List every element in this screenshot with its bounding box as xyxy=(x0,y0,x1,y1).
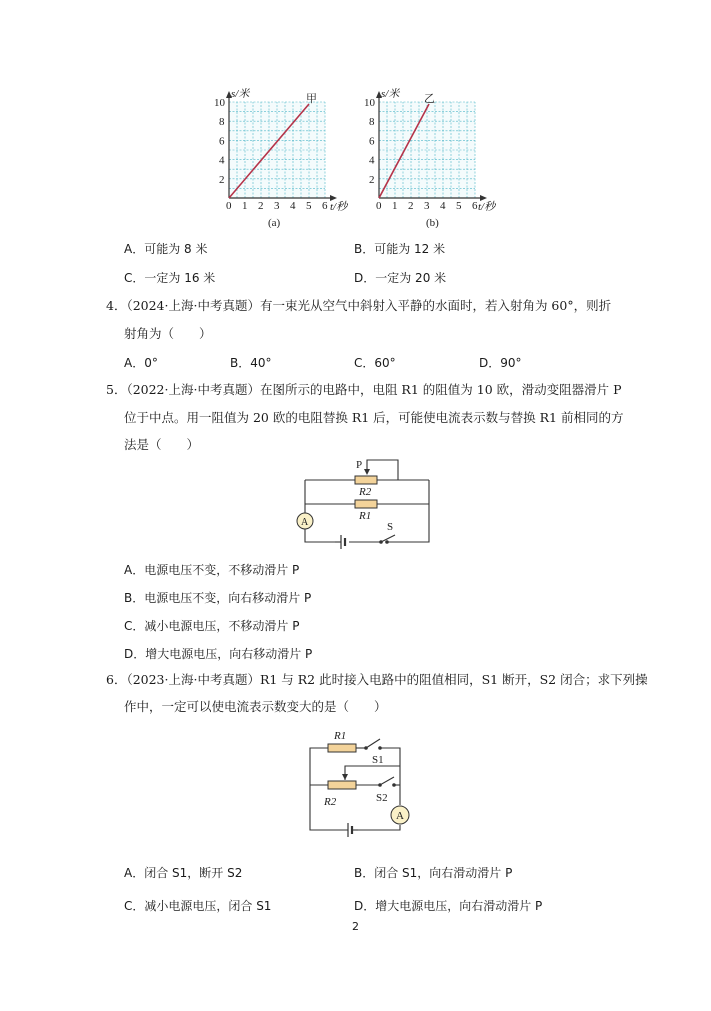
q5-stem-line3: 法是（ ） xyxy=(124,437,200,452)
y-tick-label: 6 xyxy=(219,135,225,148)
q3-option-d[interactable]: D．一定为 20 米 xyxy=(354,271,447,285)
q5-circuit-diagram xyxy=(295,455,445,550)
y-tick-label: 10 xyxy=(364,97,375,109)
x-tick-label: 4 xyxy=(440,200,446,212)
x-tick-label: 5 xyxy=(306,200,312,212)
x-tick-label: 5 xyxy=(456,200,462,212)
q5-stem-line2: 位于中点。用一阻值为 20 欧的电阻替换 R1 后，可能使电流表示数与替换 R1 前相同的方 xyxy=(124,410,624,425)
q4-option-d[interactable]: D．90° xyxy=(479,356,522,370)
q4-option-b[interactable]: B．40° xyxy=(230,356,272,370)
q3-option-b[interactable]: B．可能为 12 米 xyxy=(354,242,446,256)
q6-option-a[interactable]: A．闭合 S1，断开 S2 xyxy=(124,866,243,880)
x-tick-label: 1 xyxy=(242,200,248,212)
q5-option-d[interactable]: D．增大电源电压，向右移动滑片 P xyxy=(124,647,313,661)
page-number: 2 xyxy=(352,920,359,933)
resistor-r1 xyxy=(355,500,377,508)
label-s: S xyxy=(387,521,394,533)
x-tick-label: 2 xyxy=(408,200,414,212)
q6-stem-line2: 作中，一定可以使电流表示数变大的是（ ） xyxy=(124,699,387,714)
label-s1: S1 xyxy=(372,754,384,766)
xlabel-a: t/秒 xyxy=(330,201,348,213)
y-tick-label: 4 xyxy=(219,154,225,167)
graph-b xyxy=(350,88,520,228)
rheostat-r2 xyxy=(355,476,377,484)
xlabel-b: t/秒 xyxy=(478,201,496,213)
y-tick-label: 2 xyxy=(369,173,375,186)
q4-stem-line2: 射角为（ ） xyxy=(124,326,212,341)
q4-stem-line1: 4．（2024·上海·中考真题）有一束光从空气中斜射入平静的水面时，若入射角为 60°，则折 xyxy=(106,298,612,313)
caption-b: (b) xyxy=(426,217,439,228)
x-tick-label: 1 xyxy=(392,200,398,212)
x-tick-label: 0 xyxy=(226,200,232,212)
q6-option-b[interactable]: B．闭合 S1，向右滑动滑片 P xyxy=(354,866,513,880)
q4-option-a[interactable]: A．0° xyxy=(124,356,158,370)
ylabel-b: s/米 xyxy=(381,88,400,100)
graph-a xyxy=(200,88,350,228)
q6-option-d[interactable]: D．增大电源电压，向右滑动滑片 P xyxy=(354,899,543,913)
ammeter-label: A xyxy=(396,810,404,822)
q6-stem-line1: 6．（2023·上海·中考真题）R1 与 R2 此时接入电路中的阻值相同，S1 断开，S2 闭合；求下列操 xyxy=(106,672,648,687)
y-tick-label: 2 xyxy=(219,173,225,186)
q6-circuit-diagram xyxy=(300,725,420,840)
x-tick-label: 2 xyxy=(258,200,264,212)
x-tick-label: 6 xyxy=(322,200,328,212)
series-label-b: 乙 xyxy=(424,93,435,105)
label-r1: R1 xyxy=(334,730,347,742)
rheostat-r2 xyxy=(328,781,356,789)
y-tick-label: 8 xyxy=(369,116,375,129)
q3-option-a[interactable]: A．可能为 8 米 xyxy=(124,242,208,256)
caption-a: (a) xyxy=(268,217,281,228)
y-tick-label: 8 xyxy=(219,116,225,129)
ylabel-a: s/米 xyxy=(231,88,250,100)
q5-option-c[interactable]: C．减小电源电压，不移动滑片 P xyxy=(124,619,300,633)
series-label-a: 甲 xyxy=(306,93,317,105)
q5-option-b[interactable]: B．电源电压不变，向右移动滑片 P xyxy=(124,591,312,605)
y-tick-label: 10 xyxy=(214,97,225,109)
label-r2: R2 xyxy=(359,486,372,498)
resistor-r1 xyxy=(328,744,356,752)
x-tick-label: 6 xyxy=(472,200,478,212)
label-s2: S2 xyxy=(376,792,388,804)
label-p: P xyxy=(356,459,363,471)
label-r2: R2 xyxy=(324,796,337,808)
q5-option-a[interactable]: A．电源电压不变，不移动滑片 P xyxy=(124,563,300,577)
q4-option-c[interactable]: C．60° xyxy=(354,356,396,370)
q3-option-c[interactable]: C．一定为 16 米 xyxy=(124,271,216,285)
y-tick-label: 4 xyxy=(369,154,375,167)
x-tick-label: 3 xyxy=(424,200,430,212)
q6-option-c[interactable]: C．减小电源电压，闭合 S1 xyxy=(124,899,272,913)
x-tick-label: 3 xyxy=(274,200,280,212)
x-tick-label: 0 xyxy=(376,200,382,212)
q5-stem-line1: 5．（2022·上海·中考真题）在图所示的电路中，电阻 R1 的阻值为 10 欧，滑动变阻器滑片 P xyxy=(106,382,622,397)
label-r1: R1 xyxy=(359,510,372,522)
ammeter-label: A xyxy=(301,517,309,528)
y-tick-label: 6 xyxy=(369,135,375,148)
x-tick-label: 4 xyxy=(290,200,296,212)
